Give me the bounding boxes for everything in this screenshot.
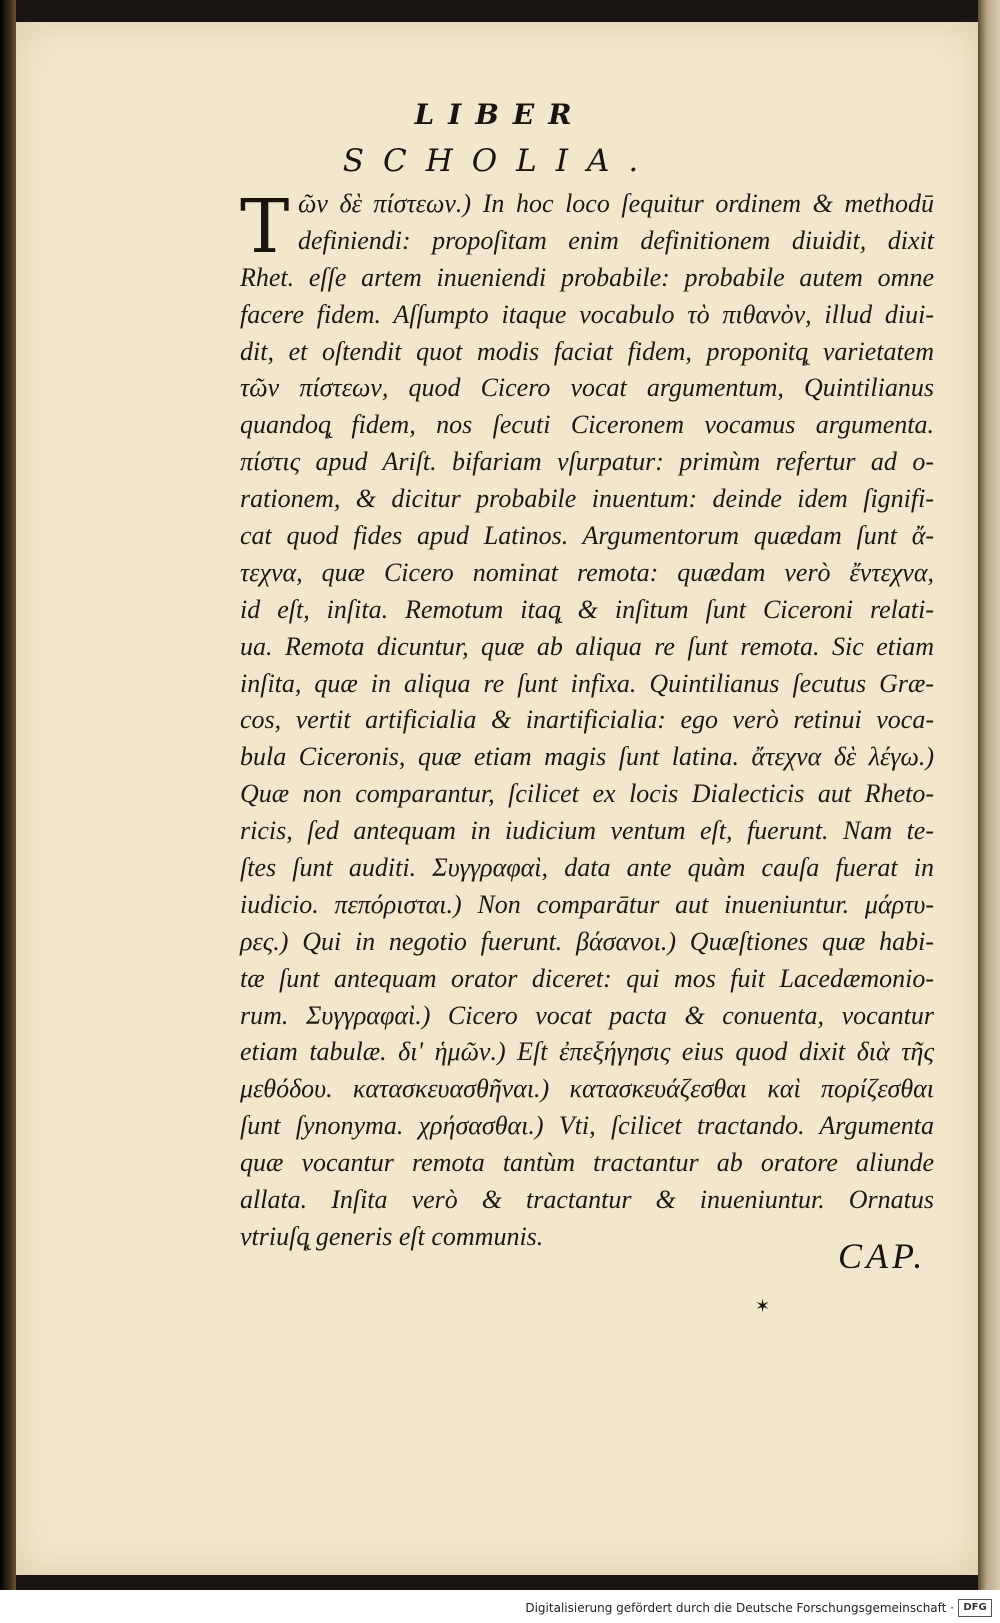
catchword: CAP. <box>838 1236 927 1276</box>
text-line: ῶν δὲ πίστεων.) In hoc loco ſequitur ordinem & methodū <box>298 189 934 218</box>
ink-mark-icon: ✶ <box>755 1296 771 1317</box>
text-line: vtriuſq̨ generis eſt communis. <box>240 1221 544 1251</box>
text-line: bula Ciceronis, quæ etiam magis ſunt latina. ἄτεχνα δὲ λέγω.) <box>240 742 934 772</box>
text-line: cos, vertit artificialia & inartificialia: ego verò retinui voca- <box>240 705 934 735</box>
text-line: ρες.) Qui in negotio fuerunt. βάσανοι.) Quæſtiones quæ habi- <box>240 926 934 956</box>
text-line: dit, et oſtendit quot modis faciat fidem, proponitq̨ varietatem <box>240 336 934 366</box>
text-line: allata. Inſita verò & tractantur & inueniuntur. Ornatus <box>240 1185 934 1215</box>
text-line: rum. Συγγραφαὶ.) Cicero vocat pacta & conuenta, vocantur <box>240 1000 934 1030</box>
text-line: definiendi: propoſitam enim definitionem diuidit, dixit <box>298 225 934 255</box>
dfg-logo: DFG <box>958 1599 992 1617</box>
text-line: tæ ſunt antequam orator diceret: qui mos fuit Lacedæmonio- <box>240 963 934 993</box>
text-line: iudicio. πεπόρισται.) Non comparātur aut inueniuntur. μάρτυ- <box>240 889 934 919</box>
text-line: ſtes ſunt auditi. Συγγραφαὶ, data ante quàm cauſa fuerat in <box>240 853 934 883</box>
running-head: LIBER <box>414 98 586 131</box>
text-line: inſita, quæ in aliqua re ſunt infixa. Quintilianus ſecutus Græ- <box>240 668 934 698</box>
section-heading: SCHOLIA. <box>342 143 658 179</box>
scholia-text <box>240 186 934 1256</box>
drop-cap: T <box>240 184 290 270</box>
text-line: μεθόδου. κατασκευασθῆναι.) κατασκευάζεσθαι καὶ πορίζεσθαι <box>240 1074 934 1104</box>
text-line: ricis, ſed antequam in iudicium ventum eſt, fuerunt. Nam te- <box>240 816 934 846</box>
text-line: ſunt ſynonyma. χρήσασθαι.) Vti, ſcilicet tractando. Argumenta <box>240 1111 934 1141</box>
text-line: id eſt, inſita. Remotum itaq̨ & inſitum ſunt Ciceroni relati- <box>240 594 934 624</box>
text-line: cat quod fides apud Latinos. Argumentorum quædam ſunt ἄ- <box>240 521 934 551</box>
text-line: τῶν πίστεων, quod Cicero vocat argumentum, Quintilianus <box>240 373 934 403</box>
funding-notice: Digitalisierung gefördert durch die Deutsche Forschungsgemeinschaft · <box>525 1601 954 1615</box>
text-line: rationem, & dicitur probabile inuentum: deinde idem ſignifi- <box>240 484 934 514</box>
text-line: quandoq̨ fidem, nos ſecuti Ciceronem vocamus argumenta. <box>240 410 934 440</box>
text-line: etiam tabulæ. δι' ἡμῶν.) Eſt ἐπεξήγησις eius quod dixit διὰ τῆς <box>240 1037 934 1067</box>
page-edge <box>978 0 1000 1590</box>
text-line: τεχνα, quæ Cicero nominat remota: quædam verò ἔντεχνα, <box>240 557 934 587</box>
text-line: quæ vocantur remota tantùm tractantur ab oratore aliunde <box>240 1148 934 1178</box>
text-line: ua. Remota dicuntur, quæ ab aliqua re ſunt remota. Sic etiam <box>240 631 934 661</box>
text-line: Rhet. eſſe artem inueniendi probabile: probabile autem omne <box>240 262 934 292</box>
text-line: Quæ non comparantur, ſcilicet ex locis Dialecticis aut Rheto- <box>240 779 934 809</box>
book-spine-shadow <box>0 0 16 1590</box>
text-line: πίστις apud Ariſt. bifariam vſurpatur: primùm refertur ad o- <box>240 447 934 477</box>
text-line: facere fidem. Aſſumpto itaque vocabulo τὸ πιθανὸν, illud diui- <box>240 299 934 329</box>
